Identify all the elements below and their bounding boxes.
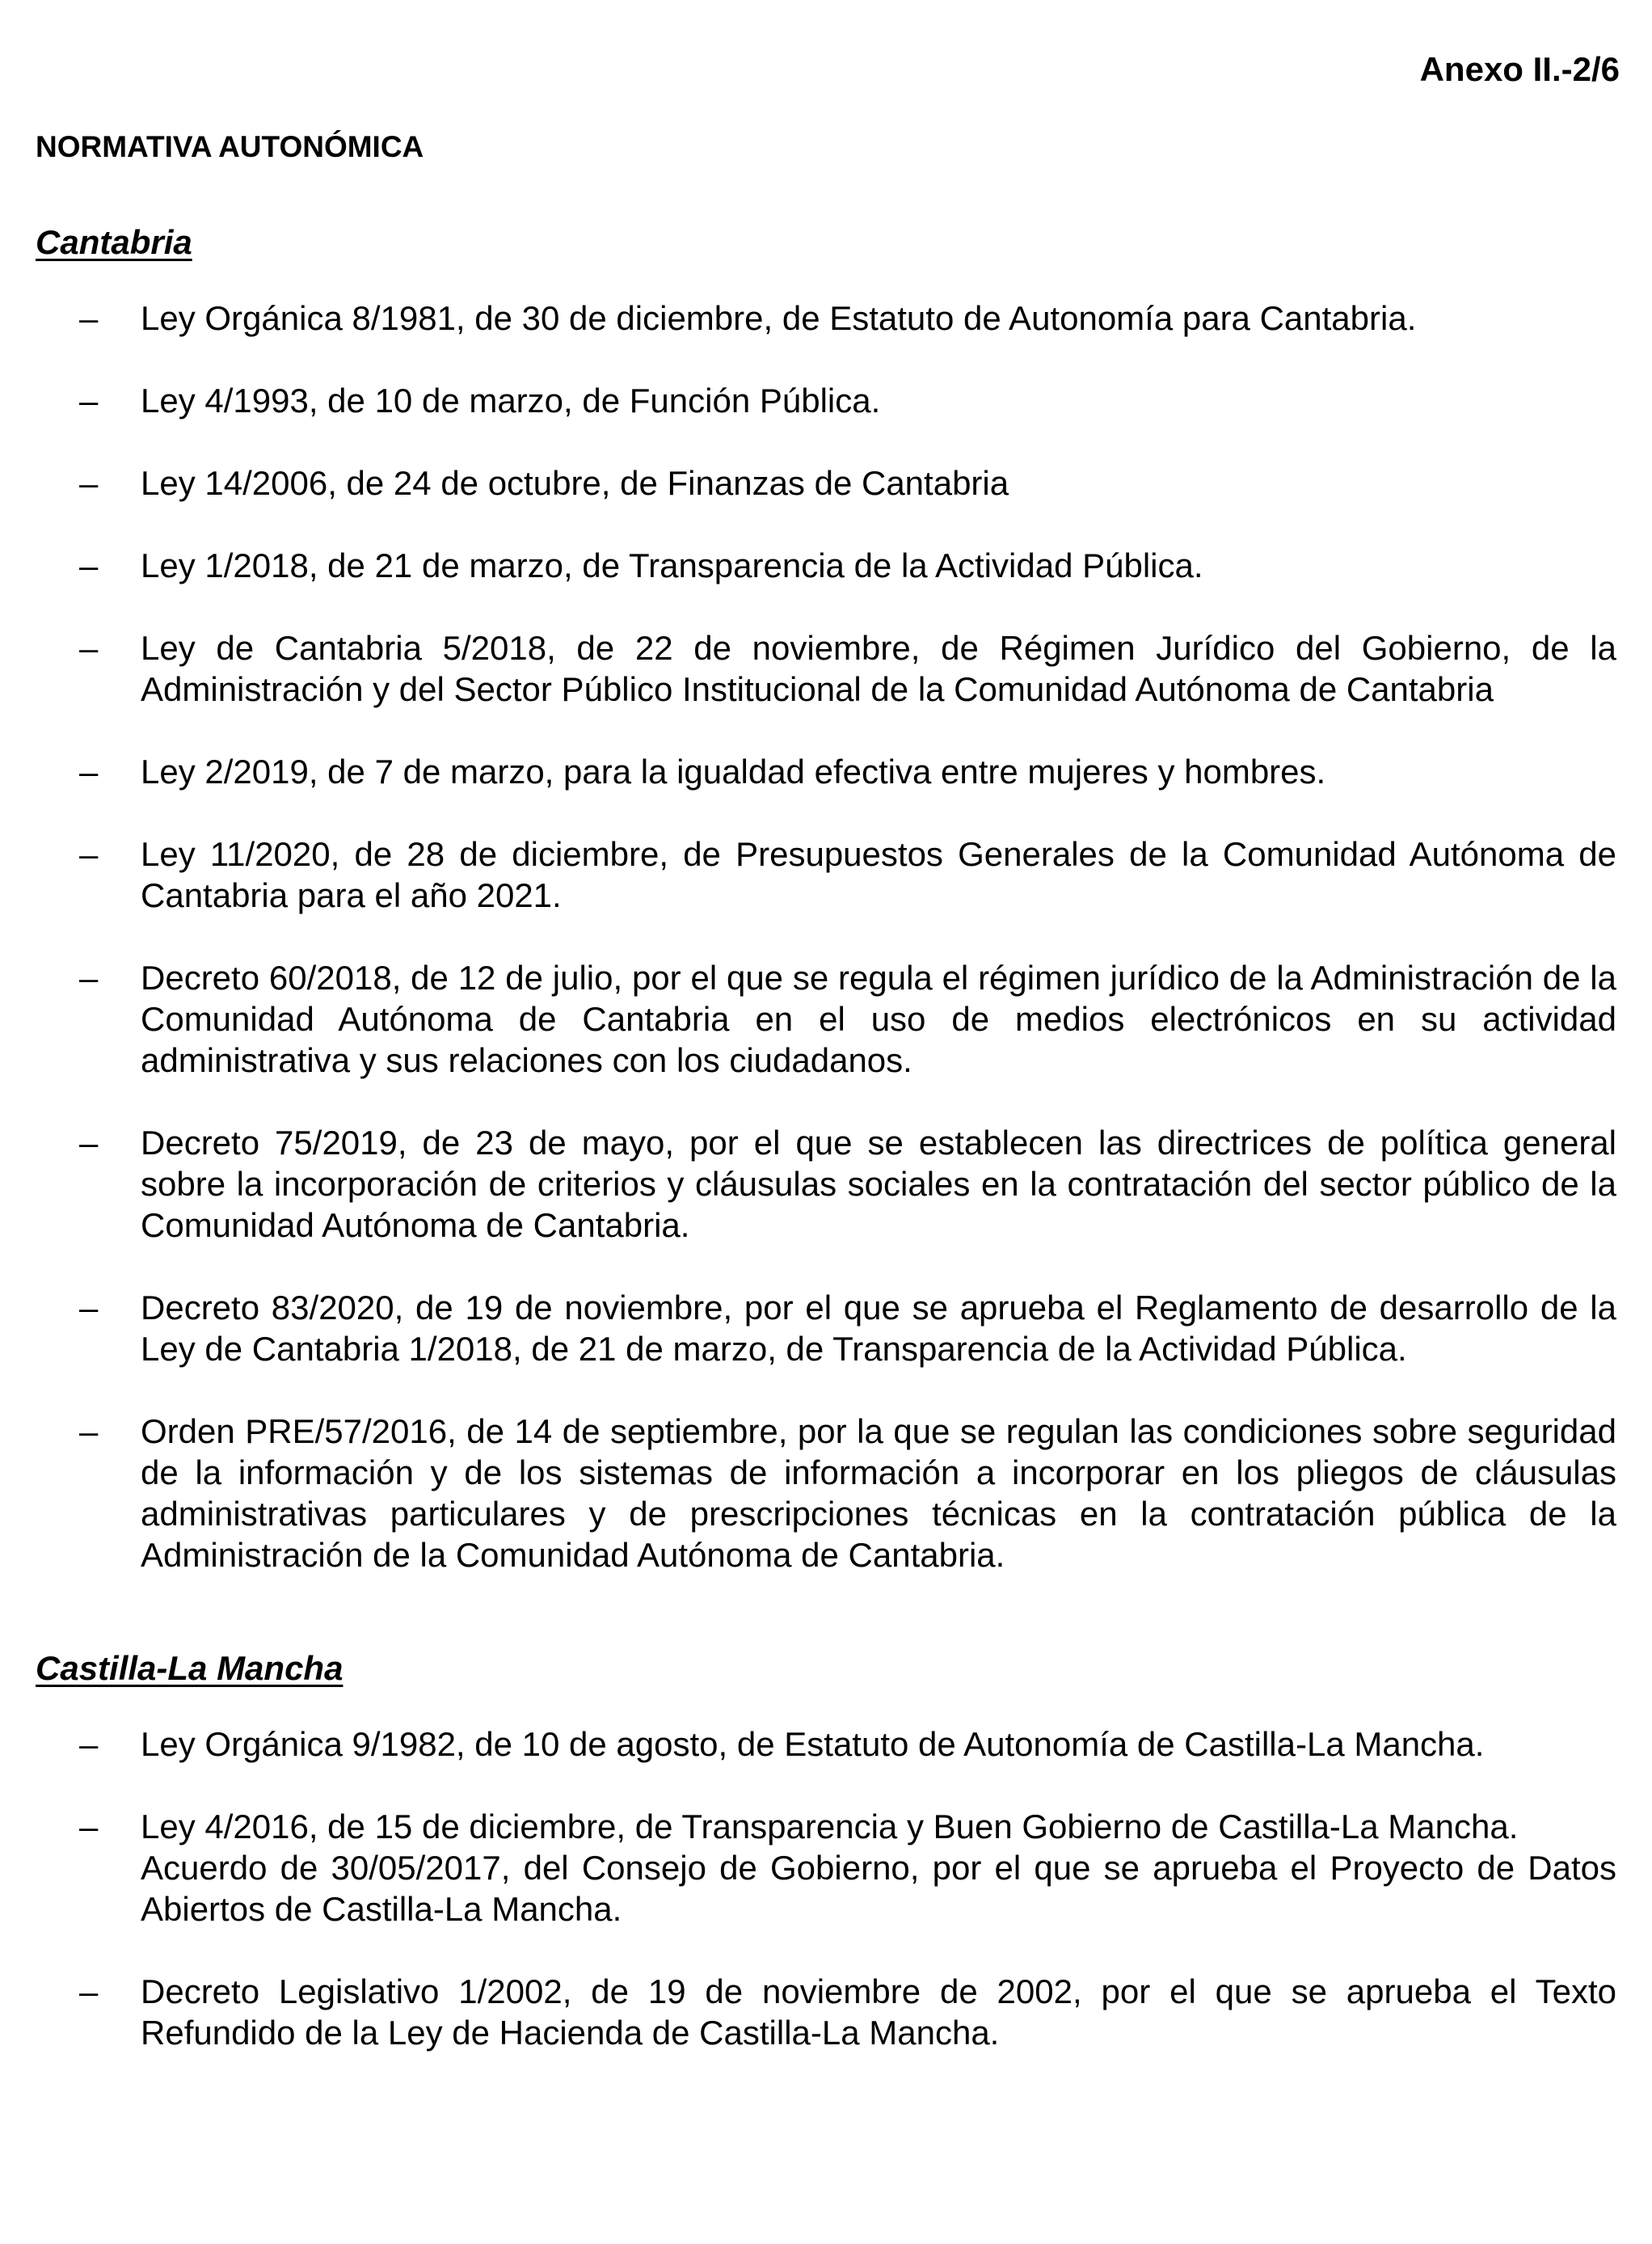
list-item <box>36 1723 1616 1765</box>
list-item <box>36 1122 1616 1246</box>
law-text: Acuerdo de 30/05/2017, del Consejo de Gobierno, por el que se aprueba el Proyecto de Datos Abiertos de Castilla-La Mancha. <box>141 1849 1616 1928</box>
list-item <box>36 297 1616 339</box>
section-castilla-la-mancha <box>36 1644 1616 2094</box>
law-list <box>36 1723 1616 2053</box>
law-text: Ley 14/2006, de 24 de octubre, de Finanzas de Cantabria <box>141 464 1009 502</box>
law-text: Decreto 75/2019, de 23 de mayo, por el que se establecen las directrices de política general sobre la incorporación de criterios y cláusulas sociales en la contratación del sector público de la Comunidad Autónoma de Cantabria. <box>141 1124 1616 1244</box>
list-item <box>36 751 1616 792</box>
list-item <box>36 1806 1616 1930</box>
list-item <box>36 380 1616 421</box>
law-text: Ley 4/1993, de 10 de marzo, de Función Pública. <box>141 382 881 420</box>
list-item <box>36 1411 1616 1575</box>
law-text: Ley 1/2018, de 21 de marzo, de Transparencia de la Actividad Pública. <box>141 546 1203 584</box>
section-heading: Castilla-La Mancha <box>36 1649 343 1687</box>
bullet-dash: – <box>79 299 99 337</box>
document-title: NORMATIVA AUTONÓMICA <box>36 130 424 163</box>
page-label: Anexo II.-2/6 <box>1419 50 1620 88</box>
bullet-dash: – <box>79 959 99 997</box>
section-cantabria <box>36 218 1616 1617</box>
bullet-dash: – <box>79 382 99 420</box>
law-text: Ley Orgánica 8/1981, de 30 de diciembre, de Estatuto de Autonomía para Cantabria. <box>141 299 1417 337</box>
law-text: Ley 4/2016, de 15 de diciembre, de Transparencia y Buen Gobierno de Castilla-La Mancha. <box>141 1807 1519 1845</box>
list-item <box>36 462 1616 504</box>
section-heading: Cantabria <box>36 223 192 261</box>
list-item <box>36 1971 1616 2053</box>
bullet-dash: – <box>79 1412 99 1450</box>
list-item <box>36 833 1616 916</box>
law-text: Decreto Legislativo 1/2002, de 19 de noviembre de 2002, por el que se aprueba el Texto Refundido de la Ley de Hacienda de Castilla-La Mancha. <box>141 1972 1616 2052</box>
law-text: Ley de Cantabria 5/2018, de 22 de noviembre, de Régimen Jurídico del Gobierno, de la Administración y del Sector Público Institucional de la Comunidad Autónoma de Cantabria <box>141 629 1616 708</box>
law-text: Ley 11/2020, de 28 de diciembre, de Presupuestos Generales de la Comunidad Autónoma de Cantabria para el año 2021. <box>141 835 1616 914</box>
list-item <box>36 545 1616 586</box>
bullet-dash: – <box>79 1972 99 2010</box>
bullet-dash: – <box>79 753 99 791</box>
list-item <box>36 627 1616 710</box>
law-text: Decreto 83/2020, de 19 de noviembre, por el que se aprueba el Reglamento de desarrollo de la Ley de Cantabria 1/2018, de 21 de marzo, de Transparencia de la Actividad Pública. <box>141 1289 1616 1368</box>
bullet-dash: – <box>79 835 99 873</box>
law-list <box>36 297 1616 1575</box>
law-text: Orden PRE/57/2016, de 14 de septiembre, por la que se regulan las condiciones sobre seguridad de la información y de los sistemas de información a incorporar en los pliegos de cláusulas administrativas particulares y de prescripciones técnicas en la contratación pública de la Administración de la Comunidad Autónoma de Cantabria. <box>141 1412 1616 1574</box>
law-text: Ley 2/2019, de 7 de marzo, para la igualdad efectiva entre mujeres y hombres. <box>141 753 1326 791</box>
list-item <box>36 1287 1616 1369</box>
law-text: Decreto 60/2018, de 12 de julio, por el que se regula el régimen jurídico de la Administración de la Comunidad Autónoma de Cantabria en el uso de medios electrónicos en su actividad administrativa y sus relaciones con los ciudadanos. <box>141 959 1616 1079</box>
bullet-dash: – <box>79 1725 99 1763</box>
bullet-dash: – <box>79 1289 99 1327</box>
bullet-dash: – <box>79 629 99 667</box>
list-item <box>36 957 1616 1081</box>
law-text: Ley Orgánica 9/1982, de 10 de agosto, de Estatuto de Autonomía de Castilla-La Mancha. <box>141 1725 1485 1763</box>
bullet-dash: – <box>79 546 99 584</box>
bullet-dash: – <box>79 1807 99 1845</box>
bullet-dash: – <box>79 464 99 502</box>
bullet-dash: – <box>79 1124 99 1162</box>
